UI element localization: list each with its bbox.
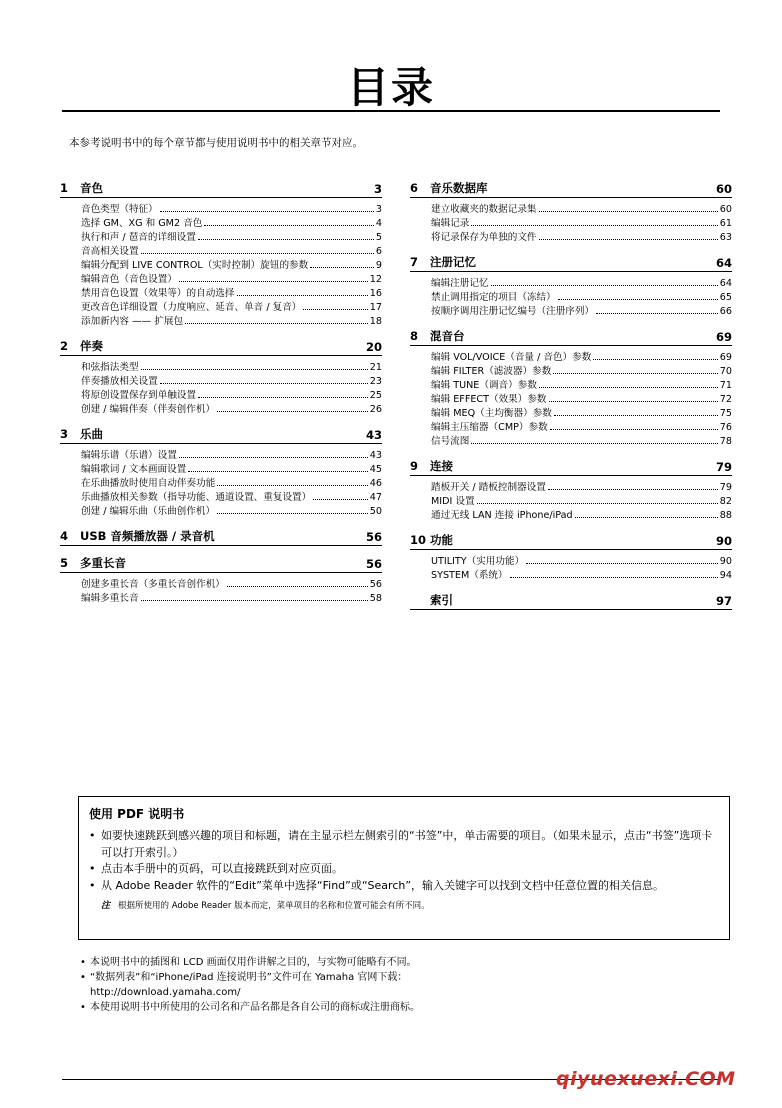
entry-label: 更改音色详细设置（力度响应、延音、单音 / 复音）	[81, 302, 302, 313]
dot-leader	[550, 429, 718, 430]
dot-leader	[491, 285, 718, 286]
toc-entry[interactable]	[81, 389, 382, 403]
section-title: 音色	[80, 181, 103, 195]
section-number: 1	[60, 181, 69, 195]
entry-label: 添加新内容 —— 扩展包	[81, 316, 184, 327]
toc-entry[interactable]	[431, 555, 732, 569]
toc-left-column	[60, 180, 382, 615]
toc-entry[interactable]	[81, 505, 382, 519]
toc-entry[interactable]	[81, 203, 382, 217]
section-title: USB 音频播放器 / 录音机	[80, 529, 215, 543]
watermark: qiyuexuexi.COM	[556, 1068, 736, 1090]
dot-leader	[141, 600, 368, 601]
entry-page: 9	[375, 260, 382, 271]
section-title: 索引	[430, 593, 453, 607]
entry-list	[410, 198, 732, 245]
dot-leader	[198, 397, 368, 398]
toc-entry[interactable]	[431, 305, 732, 319]
pdf-bullet: • 点击本手册中的页码，可以直接跳跃到对应页面。	[89, 862, 343, 875]
toc-entry[interactable]	[431, 365, 732, 379]
section-title: 音乐数据库	[430, 181, 488, 195]
entry-page: 64	[719, 278, 732, 289]
entry-page: 17	[369, 302, 382, 313]
entry-page: 47	[369, 492, 382, 503]
toc-section	[60, 555, 382, 606]
dot-leader	[185, 323, 368, 324]
pdf-usage-box	[78, 796, 730, 940]
toc-section	[410, 180, 732, 245]
entry-page: 50	[369, 506, 382, 517]
section-number: 8	[410, 329, 419, 343]
entry-label: 将原创设置保存到单触设置	[81, 390, 197, 401]
entry-label: 编辑音色（音色设置）	[81, 274, 177, 285]
dot-leader	[554, 415, 718, 416]
dot-leader	[188, 471, 368, 472]
section-number: 2	[60, 339, 69, 353]
entry-label: 音高相关设置	[81, 246, 139, 257]
toc-entry[interactable]	[81, 449, 382, 463]
entry-label: 编辑注册记忆	[431, 278, 489, 289]
title-rule	[62, 110, 720, 112]
toc-section	[410, 458, 732, 523]
entry-list	[60, 198, 382, 329]
entry-list	[410, 550, 732, 583]
dot-leader	[526, 563, 718, 564]
pdf-bullet: • 如要快速跳跃到感兴趣的项目和标题，请在主显示栏左侧索引的“书签”中，单击需要的项目。（如果未显示，点击“书签”选项卡可以打开索引。）	[89, 829, 713, 859]
entry-label: 创建多重长音（多重长音创作机）	[81, 579, 225, 590]
toc-entry[interactable]	[81, 375, 382, 389]
entry-page: 94	[719, 570, 732, 581]
entry-label: 建立收藏夹的数据记录集	[431, 204, 537, 215]
entry-label: 编辑 EFFECT（效果）参数	[431, 394, 547, 405]
section-number: 9	[410, 459, 419, 473]
entry-label: 选择 GM、XG 和 GM2 音色	[81, 218, 203, 229]
section-heading[interactable]	[410, 328, 732, 346]
section-page: 69	[715, 330, 732, 344]
footnote: • 本说明书中的插图和 LCD 画面仅用作讲解之目的，与实物可能略有不同。	[80, 957, 417, 968]
entry-page: 70	[719, 366, 732, 377]
entry-list	[60, 356, 382, 417]
dot-leader	[510, 577, 718, 578]
section-title-wrap	[410, 180, 716, 196]
entry-page: 72	[719, 394, 732, 405]
entry-page: 6	[375, 246, 382, 257]
toc-section	[60, 180, 382, 329]
section-heading[interactable]	[410, 180, 732, 198]
dot-leader	[198, 239, 374, 240]
dot-leader	[160, 383, 368, 384]
entry-label: 音色类型（特征）	[81, 204, 158, 215]
dot-leader	[217, 513, 368, 514]
section-title-wrap	[410, 458, 716, 474]
toc-entry[interactable]	[81, 463, 382, 477]
dot-leader	[548, 489, 718, 490]
entry-page: 23	[369, 376, 382, 387]
section-number: 10	[410, 533, 427, 547]
section-page: 56	[365, 530, 382, 544]
section-page: 97	[715, 594, 732, 608]
entry-label: 禁用音色设置（效果等）的自动选择	[81, 288, 235, 299]
section-page: 79	[715, 460, 732, 474]
section-number: 7	[410, 255, 419, 269]
dot-leader	[217, 411, 368, 412]
toc-entry[interactable]	[431, 393, 732, 407]
toc-entry[interactable]	[431, 407, 732, 421]
section-page: 60	[715, 182, 732, 196]
section-number: 6	[410, 181, 419, 195]
entry-label: 通过无线 LAN 连接 iPhone/iPad	[431, 510, 573, 521]
entry-page: 26	[369, 404, 382, 415]
toc-entry[interactable]	[81, 592, 382, 606]
pdf-usage-title: 使用 PDF 说明书	[89, 807, 185, 821]
entry-page: 43	[369, 450, 382, 461]
entry-label: 编辑分配到 LIVE CONTROL（实时控制）旋钮的参数	[81, 260, 309, 271]
entry-page: 46	[369, 478, 382, 489]
toc-entry[interactable]	[431, 421, 732, 435]
entry-list	[60, 573, 382, 606]
toc-entry[interactable]	[81, 315, 382, 329]
entry-label: 编辑多重长音	[81, 593, 139, 604]
page-title: 目录	[346, 63, 435, 112]
toc-entry[interactable]	[431, 509, 732, 523]
entry-page: 45	[369, 464, 382, 475]
section-heading[interactable]	[60, 555, 382, 573]
entry-page: 21	[369, 362, 382, 373]
section-title: 混音台	[430, 329, 465, 343]
toc-entry[interactable]	[81, 491, 382, 505]
section-title-wrap	[410, 592, 716, 608]
section-title-wrap	[410, 532, 716, 548]
toc-entry[interactable]	[81, 273, 382, 287]
entry-label: 执行和声 / 琶音的详细设置	[81, 232, 196, 243]
dot-leader	[539, 239, 718, 240]
section-title: 多重长音	[80, 556, 126, 570]
toc-entry[interactable]	[431, 291, 732, 305]
entry-page: 25	[369, 390, 382, 401]
section-title: 伴奏	[80, 339, 103, 353]
section-title-wrap	[60, 426, 366, 442]
entry-label: 在乐曲播放时使用自动伴奏功能	[81, 478, 216, 489]
section-page: 20	[365, 340, 382, 354]
toc-entry[interactable]	[431, 569, 732, 583]
dot-leader	[593, 359, 717, 360]
toc-entry[interactable]	[81, 245, 382, 259]
toc-section	[60, 528, 382, 546]
dot-leader	[313, 499, 368, 500]
toc-entry[interactable]	[431, 481, 732, 495]
entry-label: 踏板开关 / 踏板控制器设置	[431, 482, 546, 493]
section-title: 连接	[430, 459, 453, 473]
entry-list	[410, 346, 732, 449]
entry-label: 和弦指法类型	[81, 362, 139, 373]
section-title: 功能	[430, 533, 453, 547]
toc-entry[interactable]	[81, 217, 382, 231]
entry-page: 79	[719, 482, 732, 493]
entry-label: 编辑主压缩器（CMP）参数	[431, 422, 548, 433]
toc-section	[410, 254, 732, 319]
toc-section	[410, 328, 732, 449]
entry-page: 71	[719, 380, 732, 391]
dot-leader	[549, 401, 718, 402]
entry-list	[410, 476, 732, 523]
section-page: 64	[715, 256, 732, 270]
dot-leader	[179, 281, 368, 282]
toc-entry[interactable]	[431, 231, 732, 245]
entry-label: 按顺序调用注册记忆编号（注册序列）	[431, 306, 595, 317]
dot-leader	[575, 517, 718, 518]
dot-leader	[471, 443, 717, 444]
entry-page: 88	[719, 510, 732, 521]
dot-leader	[303, 309, 367, 310]
entry-label: 将记录保存为单独的文件	[431, 232, 537, 243]
dot-leader	[596, 313, 718, 314]
toc-entry[interactable]	[431, 495, 732, 509]
toc-entry[interactable]	[431, 379, 732, 393]
toc-section	[410, 532, 732, 583]
section-title: 乐曲	[80, 427, 103, 441]
toc-entry[interactable]	[431, 203, 732, 217]
entry-page: 75	[719, 408, 732, 419]
section-title-wrap	[410, 328, 716, 344]
dot-leader	[141, 369, 368, 370]
entry-label: 创建 / 编辑乐曲（乐曲创作机）	[81, 506, 216, 517]
toc-right-column	[410, 180, 732, 619]
entry-page: 76	[719, 422, 732, 433]
entry-label: 编辑 FILTER（滤波器）参数	[431, 366, 552, 377]
section-title-wrap	[60, 180, 374, 196]
entry-page: 58	[369, 593, 382, 604]
entry-page: 18	[369, 316, 382, 327]
entry-label: MIDI 设置	[431, 496, 475, 507]
dot-leader	[237, 295, 368, 296]
section-heading[interactable]	[410, 532, 732, 550]
section-heading[interactable]	[60, 426, 382, 444]
footnote: • 本使用说明书中所使用的公司名和产品名都是各自公司的商标或注册商标。	[80, 1002, 420, 1013]
entry-page: 16	[369, 288, 382, 299]
toc-entry[interactable]	[431, 435, 732, 449]
footnotes	[80, 955, 720, 1015]
entry-list	[60, 444, 382, 519]
entry-page: 61	[719, 218, 732, 229]
entry-page: 4	[375, 218, 382, 229]
entry-label: 编辑 VOL/VOICE（音量 / 音色）参数	[431, 352, 592, 363]
entry-page: 60	[719, 204, 732, 215]
section-number: 4	[60, 529, 69, 543]
toc-entry[interactable]	[431, 277, 732, 291]
dot-leader	[558, 299, 718, 300]
section-page: 3	[373, 182, 382, 196]
entry-label: UTILITY（实用功能）	[431, 556, 525, 567]
dot-leader	[160, 211, 374, 212]
entry-page: 90	[719, 556, 732, 567]
entry-page: 56	[369, 579, 382, 590]
section-title-wrap	[60, 555, 366, 571]
intro-text: 本参考说明书中的每个章节都与使用说明书中的相关章节对应。	[69, 137, 363, 149]
section-title-wrap	[60, 338, 366, 354]
toc-entry[interactable]	[431, 351, 732, 365]
dot-leader	[539, 211, 718, 212]
entry-label: 禁止调用指定的项目（冻结）	[431, 292, 556, 303]
note-icon: 注	[101, 901, 111, 911]
section-page: 43	[365, 428, 382, 442]
toc-entry[interactable]	[81, 231, 382, 245]
entry-page: 66	[719, 306, 732, 317]
pdf-bullet: • 从 Adobe Reader 软件的“Edit”菜单中选择“Find”或“Search”，输入关键字可以找到文档中任意位置的相关信息。	[89, 878, 665, 892]
section-heading[interactable]	[60, 528, 382, 546]
entry-label: 编辑 MEQ（主均衡器）参数	[431, 408, 552, 419]
toc-entry[interactable]	[81, 361, 382, 375]
entry-label: 创建 / 编辑伴奏（伴奏创作机）	[81, 404, 216, 415]
section-title-wrap	[410, 254, 716, 270]
toc-entry[interactable]	[81, 403, 382, 417]
entry-label: 乐曲播放相关参数（指导功能、通道设置、重复设置）	[81, 492, 312, 503]
entry-page: 3	[375, 204, 382, 215]
dot-leader	[310, 267, 374, 268]
entry-page: 63	[719, 232, 732, 243]
download-url[interactable]: http://download.yamaha.com/	[90, 987, 241, 998]
toc-section	[60, 426, 382, 519]
toc-section	[60, 338, 382, 417]
section-heading[interactable]	[410, 254, 732, 272]
toc-entry[interactable]	[81, 578, 382, 592]
dot-leader	[477, 503, 718, 504]
entry-label: 伴奏播放相关设置	[81, 376, 158, 387]
entry-page: 65	[719, 292, 732, 303]
toc-entry[interactable]	[81, 259, 382, 273]
entry-page: 82	[719, 496, 732, 507]
entry-page: 69	[719, 352, 732, 363]
toc-section	[410, 592, 732, 610]
section-number: 5	[60, 556, 69, 570]
entry-label: 编辑乐谱（乐谱）设置	[81, 450, 177, 461]
section-page: 56	[365, 557, 382, 571]
footnote: • “数据列表”和“iPhone/iPad 连接说明书”文件可在 Yamaha 官网下载：	[80, 972, 408, 983]
entry-label: 编辑歌词 / 文本画面设置	[81, 464, 187, 475]
toc-entry[interactable]	[431, 217, 732, 231]
dot-leader	[179, 457, 368, 458]
toc-entry[interactable]	[81, 301, 382, 315]
entry-page: 78	[719, 436, 732, 447]
version-note	[101, 898, 719, 911]
dot-leader	[471, 225, 717, 226]
section-page: 90	[715, 534, 732, 548]
entry-label: 编辑 TUNE（调音）参数	[431, 380, 537, 391]
section-title: 注册记忆	[430, 255, 476, 269]
entry-label: 编辑记录	[431, 218, 470, 229]
dot-leader	[204, 225, 374, 226]
section-title-wrap	[60, 528, 366, 544]
dot-leader	[553, 373, 717, 374]
version-note-text: 根据所使用的 Adobe Reader 版本而定，菜单项目的名称和位置可能会有所不同。	[118, 900, 430, 911]
section-heading[interactable]	[60, 338, 382, 356]
dot-leader	[141, 253, 374, 254]
entry-list	[410, 272, 732, 319]
dot-leader	[217, 485, 367, 486]
toc-entry[interactable]	[81, 477, 382, 491]
toc-entry[interactable]	[81, 287, 382, 301]
entry-page: 12	[369, 274, 382, 285]
entry-page: 5	[375, 232, 382, 243]
section-heading[interactable]	[60, 180, 382, 198]
entry-label: SYSTEM（系统）	[431, 570, 508, 581]
entry-label: 信号流图	[431, 436, 470, 447]
section-heading[interactable]	[410, 458, 732, 476]
dot-leader	[539, 387, 718, 388]
section-number: 3	[60, 427, 69, 441]
dot-leader	[227, 586, 368, 587]
section-heading[interactable]	[410, 592, 732, 610]
